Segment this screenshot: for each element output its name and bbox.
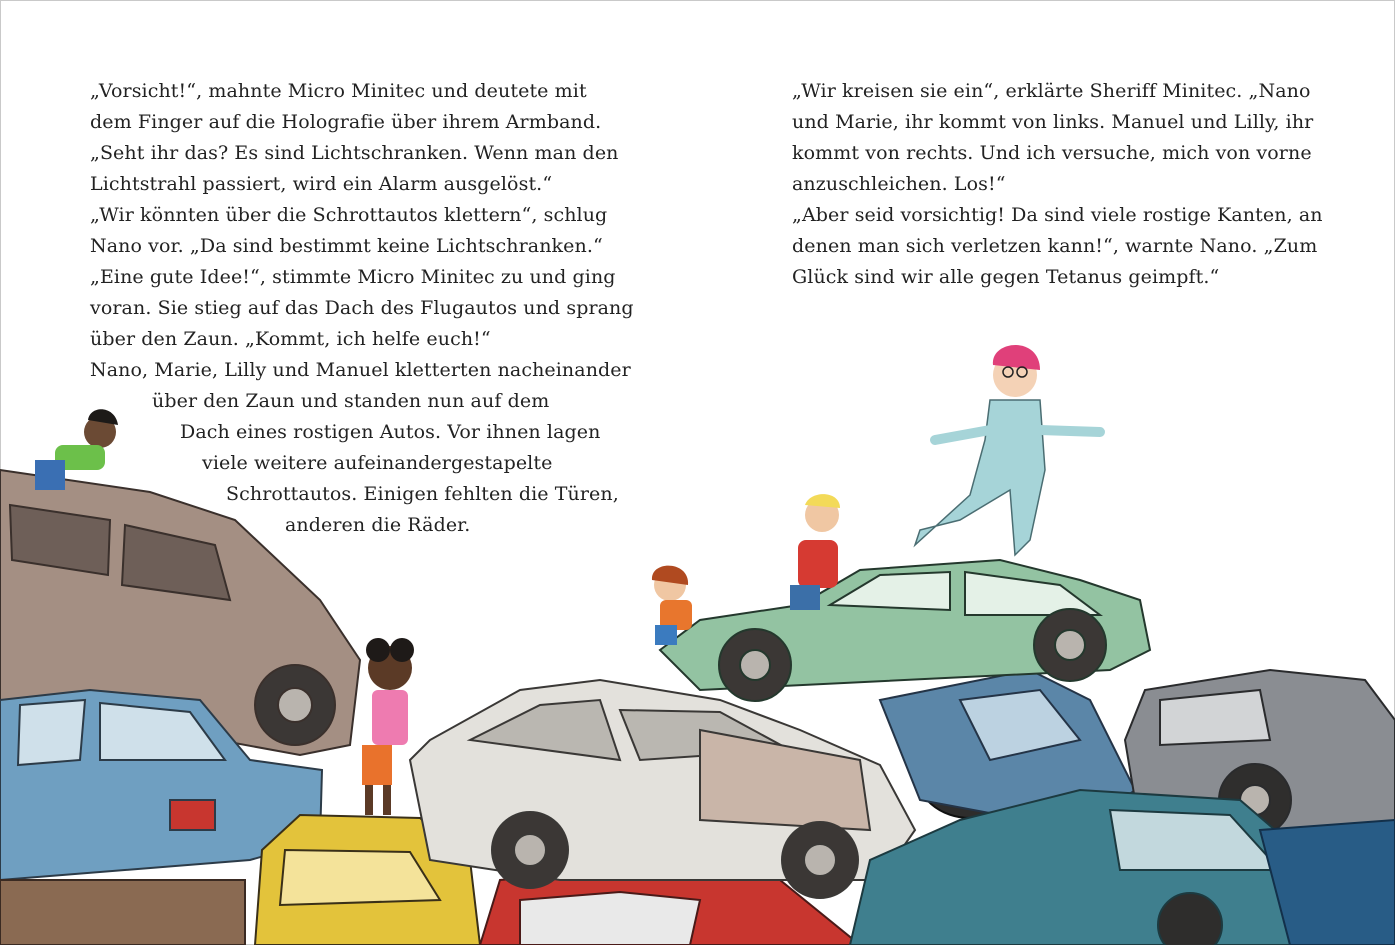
text-line: über den Zaun. „Kommt, ich helfe euch!“ (90, 328, 491, 350)
green-car (660, 560, 1150, 701)
text-line: „Vorsicht!“, mahnte Micro Minitec und deutete mit (90, 80, 587, 102)
boy-climbing-character (35, 409, 118, 490)
text-line: dem Finger auf die Holografie über ihrem Armband. (90, 111, 602, 133)
text-line: „Eine gute Idee!“, stimmte Micro Minitec zu und ging (90, 266, 616, 288)
text-line: Schrottautos. Einigen fehlten die Türen, (226, 483, 619, 505)
white-car (410, 680, 915, 898)
text-line: Nano vor. „Da sind bestimmt keine Lichtschranken.“ (90, 235, 603, 257)
text-line: „Wir kreisen sie ein“, erklärte Sheriff Minitec. „Nano (792, 80, 1311, 102)
text-line: anzuschleichen. Los!“ (792, 173, 1006, 195)
micro-minitec-character (915, 345, 1100, 555)
text-line: Glück sind wir alle gegen Tetanus geimpft.“ (792, 266, 1220, 288)
text-line: „Wir könnten über die Schrottautos klettern“, schlug (90, 204, 608, 226)
girl-pink-shirt-character (362, 638, 414, 815)
text-line: denen man sich verletzen kann!“, warnte Nano. „Zum (792, 235, 1318, 257)
text-line: und Marie, ihr kommt von links. Manuel und Lilly, ihr (792, 111, 1314, 133)
text-line: Nano, Marie, Lilly und Manuel kletterten nacheinander (90, 359, 631, 381)
text-line: Lichtstrahl passiert, wird ein Alarm ausgelöst.“ (90, 173, 553, 195)
text-line: anderen die Räder. (285, 514, 471, 536)
text-line: viele weitere aufeinandergestapelte (202, 452, 553, 474)
text-line: Dach eines rostigen Autos. Vor ihnen lagen (180, 421, 601, 443)
pallet (0, 880, 245, 945)
text-line: „Aber seid vorsichtig! Da sind viele rostige Kanten, an (792, 204, 1323, 226)
text-line: kommt von rechts. Und ich versuche, mich von vorne (792, 142, 1312, 164)
text-line: „Seht ihr das? Es sind Lichtschranken. Wenn man den (90, 142, 619, 164)
text-line: voran. Sie stieg auf das Dach des Flugautos und sprang (90, 297, 634, 319)
text-line: über den Zaun und standen nun auf dem (152, 390, 550, 412)
